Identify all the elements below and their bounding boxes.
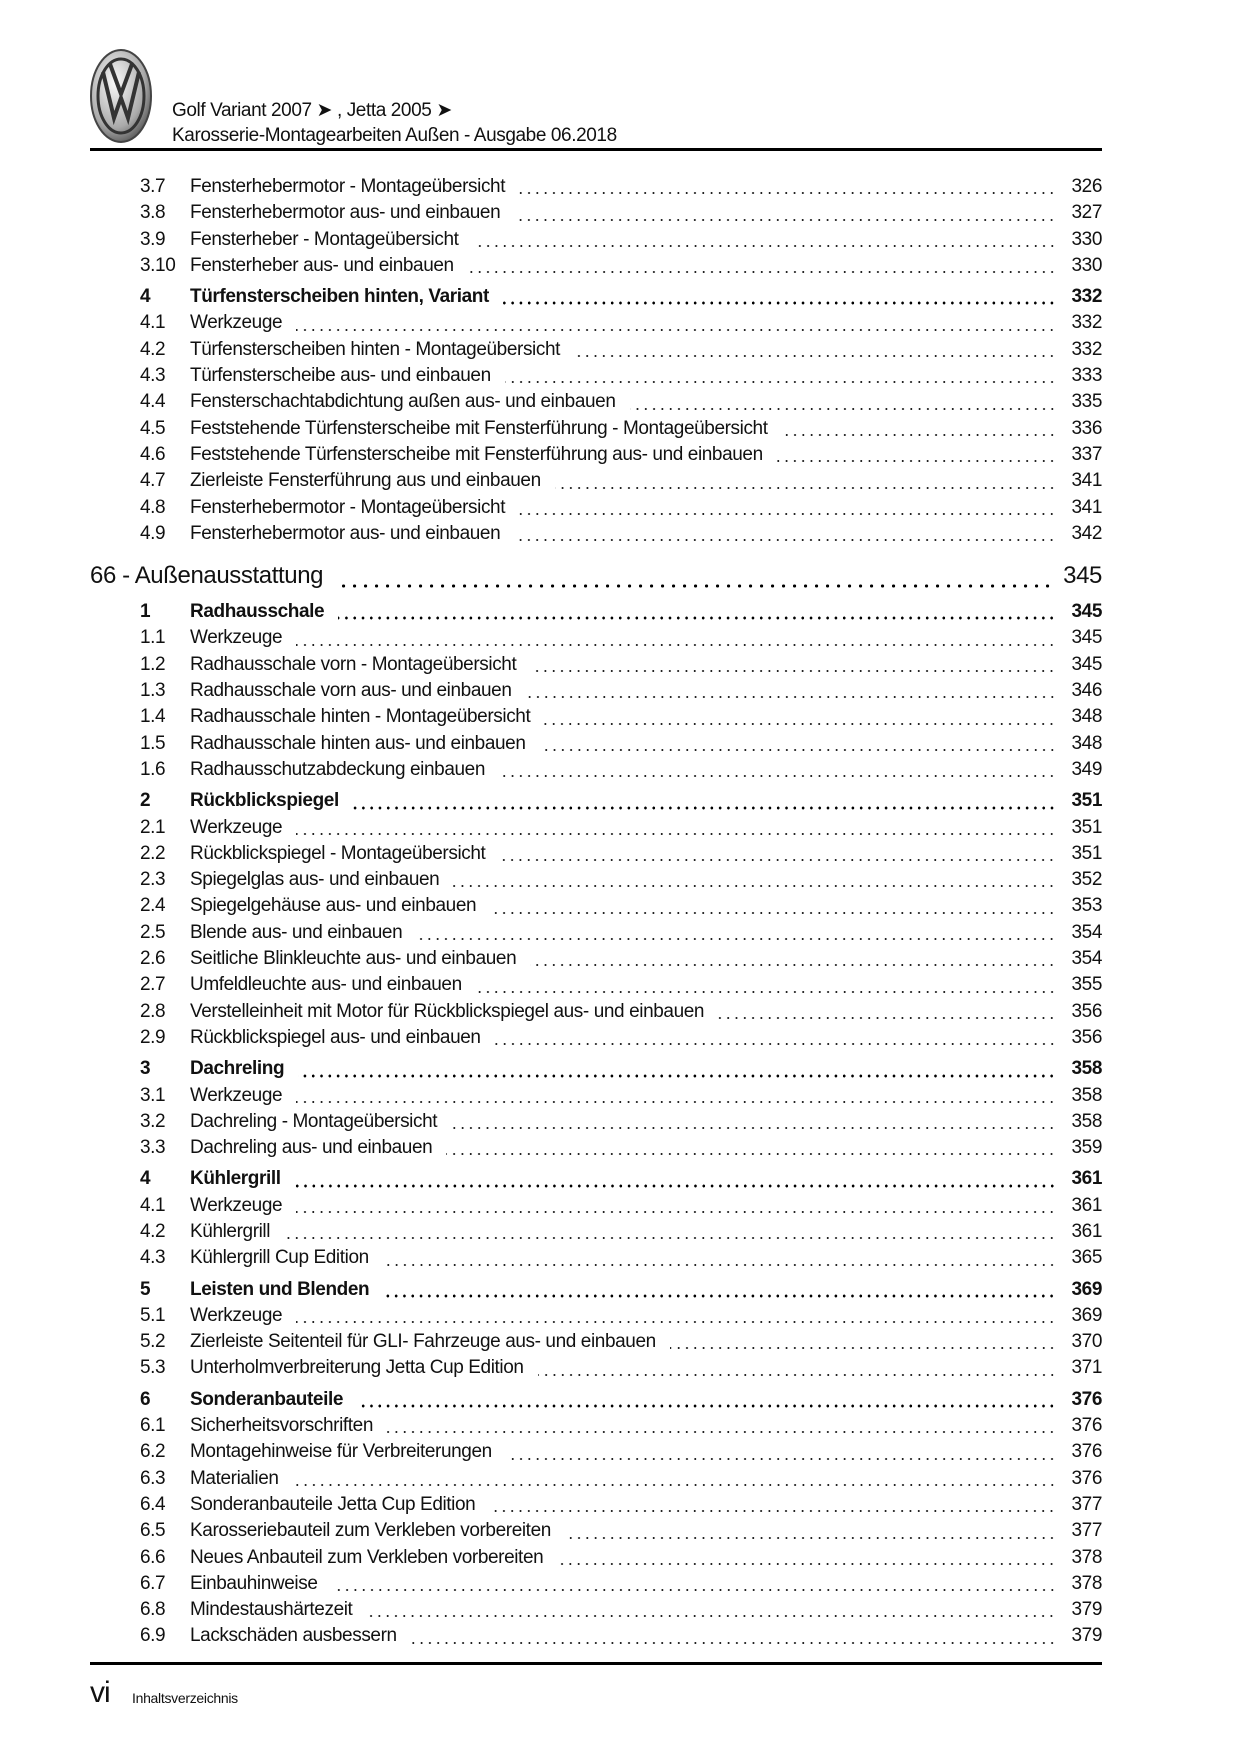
toc-entry[interactable] [90, 948, 1102, 974]
dot-leader [544, 722, 1056, 726]
toc-entry[interactable] [90, 1221, 1102, 1247]
dot-leader [476, 990, 1056, 994]
toc-section[interactable] [90, 1389, 1102, 1415]
toc-page: 345 [1063, 562, 1102, 590]
toc-page: 351 [1071, 790, 1102, 812]
toc-number: 4.7 [140, 470, 166, 492]
toc-number: 1.1 [140, 627, 166, 649]
toc-page: 369 [1071, 1278, 1102, 1300]
toc-page: 358 [1071, 1110, 1102, 1132]
toc-entry[interactable] [90, 843, 1102, 869]
toc-page: 345 [1071, 653, 1102, 675]
toc-number: 2.2 [140, 842, 166, 864]
toc-entry[interactable] [90, 817, 1102, 843]
dot-leader [514, 218, 1056, 222]
toc-entry[interactable] [90, 1625, 1102, 1651]
dot-leader [353, 806, 1056, 810]
toc-entry[interactable] [90, 1001, 1102, 1027]
toc-number: 4.1 [140, 312, 166, 334]
toc-number: 4.5 [140, 417, 166, 439]
toc-entry[interactable] [90, 654, 1102, 680]
toc-title: Montagehinweise für Verbreiterungen [190, 1441, 492, 1463]
toc-page: 376 [1071, 1388, 1102, 1410]
dot-leader [473, 244, 1056, 248]
toc-page: 330 [1071, 228, 1102, 250]
dot-leader [499, 858, 1056, 862]
dot-leader [293, 1483, 1056, 1487]
toc-entry[interactable] [90, 470, 1102, 496]
toc-entry[interactable] [90, 1331, 1102, 1357]
dot-leader [514, 538, 1056, 542]
toc-title: Radhausschale hinten - Montageübersicht [190, 706, 531, 728]
toc-page: 341 [1071, 496, 1102, 518]
dot-leader [357, 1404, 1056, 1408]
toc-page: 332 [1071, 338, 1102, 360]
toc-entry[interactable] [90, 733, 1102, 759]
toc-title: Werkzeuge [190, 1304, 283, 1326]
toc-page: 346 [1071, 680, 1102, 702]
toc-entry[interactable] [90, 1415, 1102, 1441]
table-of-contents [90, 176, 1102, 1652]
dot-leader [538, 1373, 1056, 1377]
dot-leader [718, 1016, 1056, 1020]
toc-title: Einbauhinweise [190, 1572, 318, 1594]
dot-leader [296, 643, 1056, 647]
toc-number: 3.8 [140, 202, 166, 224]
toc-title: Zierleiste Fensterführung aus und einbauen [190, 470, 541, 492]
toc-title: Lackschäden ausbessern [190, 1625, 397, 1647]
toc-section[interactable] [90, 1058, 1102, 1084]
dot-leader [782, 433, 1056, 437]
dot-leader [519, 191, 1056, 195]
toc-title: Fensterschachtabdichtung außen aus- und einbauen [190, 391, 616, 413]
toc-number: 2.1 [140, 816, 166, 838]
toc-entry[interactable] [90, 391, 1102, 417]
toc-page: 359 [1071, 1137, 1102, 1159]
toc-title: Rückblickspiegel [190, 790, 339, 812]
toc-title: Radhausschale [190, 601, 325, 623]
toc-entry[interactable] [90, 365, 1102, 391]
toc-number: 1.3 [140, 680, 166, 702]
toc-entry[interactable] [90, 202, 1102, 228]
toc-page: 356 [1071, 1026, 1102, 1048]
toc-number: 5.2 [140, 1331, 166, 1353]
toc-page: 337 [1071, 443, 1102, 465]
toc-title: Sonderanbauteile Jetta Cup Edition [190, 1493, 476, 1515]
dot-leader [453, 884, 1056, 888]
toc-title: Spiegelgehäuse aus- und einbauen [190, 895, 477, 917]
dot-leader [411, 1641, 1056, 1645]
dot-leader [506, 1457, 1056, 1461]
toc-page: 345 [1071, 601, 1102, 623]
toc-title: Werkzeuge [190, 816, 283, 838]
document-header [172, 98, 617, 148]
dot-leader [499, 774, 1056, 778]
toc-title: Dachreling [190, 1058, 285, 1080]
toc-entry[interactable] [90, 444, 1102, 470]
toc-title: Werkzeuge [190, 312, 283, 334]
toc-number: 2.9 [140, 1026, 166, 1048]
toc-number: 4.8 [140, 496, 166, 518]
toc-page: 378 [1071, 1572, 1102, 1594]
dot-leader [284, 1236, 1056, 1240]
toc-entry[interactable] [90, 497, 1102, 523]
toc-number: 4.3 [140, 1247, 166, 1269]
toc-number: 6.1 [140, 1415, 166, 1437]
toc-number: 4.9 [140, 522, 166, 544]
toc-entry[interactable] [90, 869, 1102, 895]
toc-page: 354 [1071, 921, 1102, 943]
toc-entry[interactable] [90, 1520, 1102, 1546]
dot-leader [338, 616, 1056, 620]
toc-number: 2.4 [140, 895, 166, 917]
toc-page: 369 [1071, 1304, 1102, 1326]
dot-leader [296, 832, 1056, 836]
dot-leader [295, 1184, 1056, 1188]
toc-page: 332 [1071, 286, 1102, 308]
toc-section[interactable] [90, 790, 1102, 816]
toc-title: Werkzeuge [190, 1194, 283, 1216]
toc-entry[interactable] [90, 1468, 1102, 1494]
toc-title: Zierleiste Seitenteil für GLI- Fahrzeuge aus- und einbauen [190, 1331, 656, 1353]
dot-leader [565, 1536, 1056, 1540]
toc-number: 1 [140, 601, 151, 623]
toc-page: 379 [1071, 1599, 1102, 1621]
toc-number: 5.1 [140, 1304, 166, 1326]
footer-label: Inhaltsverzeichnis [132, 1690, 238, 1706]
toc-number: 4.2 [140, 1220, 166, 1242]
dot-leader [630, 407, 1056, 411]
toc-title: Radhausschale vorn aus- und einbauen [190, 680, 512, 702]
toc-number: 4.6 [140, 443, 166, 465]
toc-entry[interactable] [90, 339, 1102, 365]
toc-entry[interactable] [90, 1547, 1102, 1573]
toc-number: 6.4 [140, 1493, 166, 1515]
toc-entry[interactable] [90, 627, 1102, 653]
toc-page: 342 [1071, 522, 1102, 544]
toc-title: Neues Anbauteil zum Verkleben vorbereiten [190, 1546, 544, 1568]
toc-title: Werkzeuge [190, 1084, 283, 1106]
toc-title: Türfensterscheibe aus- und einbauen [190, 365, 491, 387]
toc-number: 4.1 [140, 1194, 166, 1216]
toc-title: Rückblickspiegel - Montageübersicht [190, 842, 486, 864]
toc-page: 354 [1071, 948, 1102, 970]
dot-leader [446, 1152, 1056, 1156]
dot-leader [503, 301, 1056, 305]
toc-title: Kühlergrill [190, 1220, 271, 1242]
toc-number: 3.2 [140, 1110, 166, 1132]
toc-number: 4.3 [140, 365, 166, 387]
dot-leader [519, 512, 1056, 516]
toc-title: Mindestaushärtezeit [190, 1599, 353, 1621]
toc-number: 5.3 [140, 1357, 166, 1379]
toc-number: 4 [140, 1168, 151, 1190]
toc-entry[interactable] [90, 1111, 1102, 1137]
toc-entry[interactable] [90, 1573, 1102, 1599]
toc-title: Werkzeuge [190, 627, 283, 649]
dot-leader [296, 328, 1056, 332]
toc-page: 361 [1071, 1194, 1102, 1216]
toc-page: 356 [1071, 1000, 1102, 1022]
toc-number: 3.9 [140, 228, 166, 250]
toc-page: 349 [1071, 758, 1102, 780]
toc-page: 332 [1071, 312, 1102, 334]
toc-page: 348 [1071, 732, 1102, 754]
toc-entry[interactable] [90, 895, 1102, 921]
toc-page: 355 [1071, 974, 1102, 996]
toc-title: Sonderanbauteile [190, 1388, 344, 1410]
toc-entry[interactable] [90, 974, 1102, 1000]
toc-page: 341 [1071, 470, 1102, 492]
toc-number: 5 [140, 1278, 151, 1300]
toc-number: 2.3 [140, 869, 166, 891]
toc-title: Leisten und Blenden [190, 1278, 370, 1300]
toc-title: Radhausschutzabdeckung einbauen [190, 758, 486, 780]
toc-section[interactable] [90, 1168, 1102, 1194]
dot-leader [540, 748, 1056, 752]
toc-title: Feststehende Türfensterscheibe mit Fensterführung - Montageübersicht [190, 417, 768, 439]
toc-title: Dachreling aus- und einbauen [190, 1137, 433, 1159]
toc-entry[interactable] [90, 1494, 1102, 1520]
dot-leader [505, 380, 1056, 384]
toc-page: 370 [1071, 1331, 1102, 1353]
toc-entry[interactable] [90, 418, 1102, 444]
toc-number: 3.3 [140, 1137, 166, 1159]
toc-number: 6.6 [140, 1546, 166, 1568]
toc-number: 1.5 [140, 732, 166, 754]
dot-leader [530, 963, 1056, 967]
toc-title: Materialien [190, 1467, 279, 1489]
toc-title: Fensterheber aus- und einbauen [190, 254, 454, 276]
toc-title: Karosseriebauteil zum Verkleben vorbereiten [190, 1520, 551, 1542]
toc-entry[interactable] [90, 1085, 1102, 1111]
toc-number: 2.8 [140, 1000, 166, 1022]
vw-logo [90, 48, 152, 144]
header-vehicle-models: Golf Variant 2007 ➤ , Jetta 2005 ➤ [172, 100, 452, 121]
dot-leader [296, 1100, 1056, 1104]
footer-rule [90, 1662, 1102, 1665]
toc-number: 6 [140, 1388, 151, 1410]
toc-number: 6.7 [140, 1572, 166, 1594]
toc-number: 6.5 [140, 1520, 166, 1542]
toc-number: 1.2 [140, 653, 166, 675]
toc-number: 4.2 [140, 338, 166, 360]
toc-page: 352 [1071, 869, 1102, 891]
dot-leader [495, 1042, 1056, 1046]
toc-title: Türfensterscheiben hinten, Variant [190, 286, 489, 308]
toc-entry[interactable] [90, 1305, 1102, 1331]
toc-title: Rückblickspiegel aus- und einbauen [190, 1026, 481, 1048]
toc-page: 335 [1071, 391, 1102, 413]
dot-leader [526, 695, 1056, 699]
dot-leader [451, 1126, 1056, 1130]
toc-number: 6.9 [140, 1625, 166, 1647]
toc-number: 4 [140, 286, 151, 308]
toc-page: 377 [1071, 1493, 1102, 1515]
toc-entry[interactable] [90, 312, 1102, 338]
toc-number: 6.8 [140, 1599, 166, 1621]
dot-leader [468, 270, 1056, 274]
toc-page: 330 [1071, 254, 1102, 276]
toc-title: Blende aus- und einbauen [190, 921, 403, 943]
toc-page: 376 [1071, 1441, 1102, 1463]
toc-title: Dachreling - Montageübersicht [190, 1110, 438, 1132]
toc-page: 358 [1071, 1058, 1102, 1080]
toc-section[interactable] [90, 1279, 1102, 1305]
toc-number: 3 [140, 1058, 151, 1080]
toc-title: Seitliche Blinkleuchte aus- und einbauen [190, 948, 517, 970]
toc-title: Spiegelglas aus- und einbauen [190, 869, 440, 891]
dot-leader [557, 1562, 1056, 1566]
dot-leader [555, 486, 1056, 490]
toc-page: 327 [1071, 202, 1102, 224]
toc-number: 3.7 [140, 176, 166, 197]
toc-page: 365 [1071, 1247, 1102, 1269]
dot-leader [296, 1210, 1056, 1214]
dot-leader [337, 584, 1053, 588]
toc-title: Verstelleinheit mit Motor für Rückblickspiegel aus- und einbauen [190, 1000, 705, 1022]
dot-leader [366, 1614, 1056, 1618]
toc-entry[interactable] [90, 1599, 1102, 1625]
toc-title: Türfensterscheiben hinten - Montageübersicht [190, 338, 561, 360]
toc-number: 2 [140, 790, 151, 812]
toc-title: Kühlergrill Cup Edition [190, 1247, 369, 1269]
toc-title: Fensterhebermotor - Montageübersicht [190, 176, 506, 197]
dot-leader [383, 1263, 1056, 1267]
toc-entry[interactable] [90, 1137, 1102, 1163]
toc-number: 1.6 [140, 758, 166, 780]
toc-page: 378 [1071, 1546, 1102, 1568]
toc-page: 351 [1071, 842, 1102, 864]
dot-leader [332, 1588, 1057, 1592]
toc-page: 333 [1071, 365, 1102, 387]
toc-entry[interactable] [90, 759, 1102, 785]
toc-page: 336 [1071, 417, 1102, 439]
toc-page: 348 [1071, 706, 1102, 728]
toc-page: 379 [1071, 1625, 1102, 1647]
dot-leader [298, 1074, 1056, 1078]
toc-page: 376 [1071, 1467, 1102, 1489]
toc-number: 2.6 [140, 948, 166, 970]
toc-number: 2.5 [140, 921, 166, 943]
toc-page: 377 [1071, 1520, 1102, 1542]
toc-section[interactable] [90, 286, 1102, 312]
toc-number: 4.4 [140, 391, 166, 413]
toc-title: Unterholmverbreiterung Jetta Cup Edition [190, 1357, 524, 1379]
toc-number: 3.10 [140, 254, 176, 276]
toc-page: 361 [1071, 1168, 1102, 1190]
toc-page: 353 [1071, 895, 1102, 917]
toc-title: Fensterheber - Montageübersicht [190, 228, 459, 250]
toc-title: Radhausschale hinten aus- und einbauen [190, 732, 526, 754]
dot-leader [490, 911, 1056, 915]
toc-entry[interactable] [90, 1441, 1102, 1467]
toc-page: 376 [1071, 1415, 1102, 1437]
dot-leader [489, 1509, 1056, 1513]
dot-leader [383, 1294, 1056, 1298]
toc-entry[interactable] [90, 176, 1102, 202]
toc-title: Fensterhebermotor aus- und einbauen [190, 522, 501, 544]
toc-page: 361 [1071, 1220, 1102, 1242]
toc-chapter[interactable] [90, 562, 1102, 596]
toc-title: Umfeldleuchte aus- und einbauen [190, 974, 462, 996]
toc-page: 371 [1071, 1357, 1102, 1379]
toc-title: Sicherheitsvorschriften [190, 1415, 373, 1437]
toc-title: 66 - Außenausstattung [90, 562, 324, 590]
toc-entry[interactable] [90, 1027, 1102, 1053]
dot-leader [296, 1320, 1056, 1324]
toc-entry[interactable] [90, 706, 1102, 732]
toc-title: Fensterhebermotor aus- und einbauen [190, 202, 501, 224]
toc-page: 351 [1071, 816, 1102, 838]
dot-leader [387, 1430, 1056, 1434]
page-number: vi [90, 1676, 110, 1709]
toc-entry[interactable] [90, 255, 1102, 281]
toc-number: 6.3 [140, 1467, 166, 1489]
toc-entry[interactable] [90, 1195, 1102, 1221]
toc-number: 2.7 [140, 974, 166, 996]
toc-title: Kühlergrill [190, 1168, 281, 1190]
header-rule [90, 148, 1102, 151]
dot-leader [670, 1346, 1056, 1350]
toc-entry[interactable] [90, 229, 1102, 255]
toc-entry[interactable] [90, 922, 1102, 948]
toc-page: 326 [1071, 176, 1102, 197]
toc-title: Feststehende Türfensterscheibe mit Fensterführung aus- und einbauen [190, 443, 763, 465]
dot-leader [574, 354, 1056, 358]
header-manual-title: Karosserie-Montagearbeiten Außen - Ausgabe 06.2018 [172, 125, 617, 146]
toc-title: Radhausschale vorn - Montageübersicht [190, 653, 517, 675]
toc-page: 345 [1071, 627, 1102, 649]
toc-title: Fensterhebermotor - Montageübersicht [190, 496, 506, 518]
toc-entry[interactable] [90, 1247, 1102, 1273]
dot-leader [777, 459, 1056, 463]
toc-number: 1.4 [140, 706, 166, 728]
toc-number: 3.1 [140, 1084, 166, 1106]
toc-number: 6.2 [140, 1441, 166, 1463]
toc-entry[interactable] [90, 680, 1102, 706]
dot-leader [416, 937, 1056, 941]
toc-entry[interactable] [90, 523, 1102, 549]
toc-entry[interactable] [90, 1357, 1102, 1383]
toc-section[interactable] [90, 601, 1102, 627]
dot-leader [530, 669, 1056, 673]
toc-page: 358 [1071, 1084, 1102, 1106]
